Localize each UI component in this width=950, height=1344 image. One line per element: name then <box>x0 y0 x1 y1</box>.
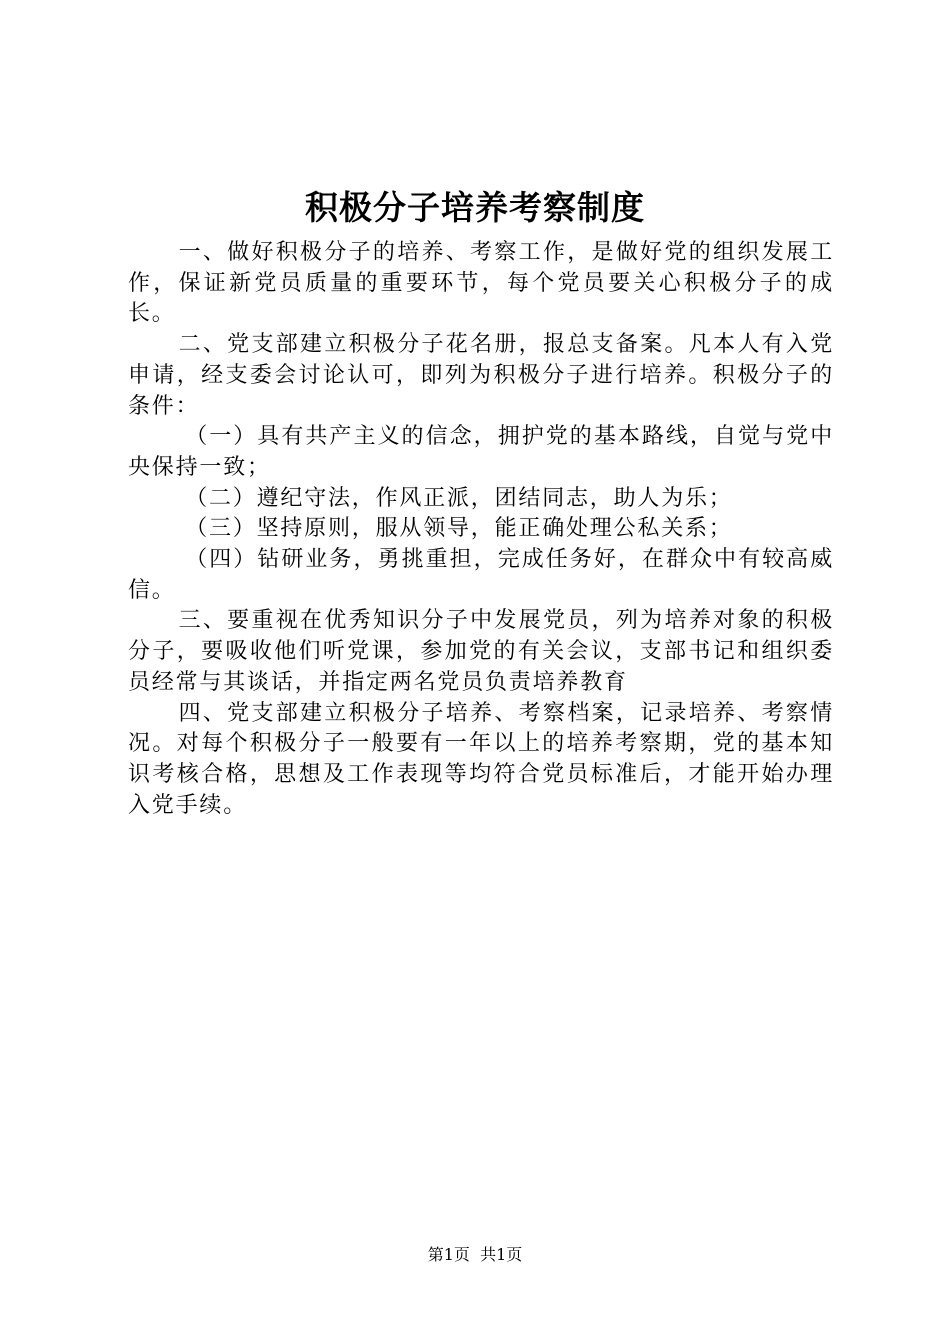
document-title: 积极分子培养考察制度 <box>305 188 645 227</box>
condition-item-2: （二）遵纪守法，作风正派，团结同志，助人为乐； <box>185 485 733 511</box>
paragraph-2: 二、党支部建立积极分子花名册，报总支备案。凡本人有入党申请，经支委会讨论认可，即列为积极分子进行培养。积极分子的条件： <box>128 332 834 419</box>
page-number-label: 第1页 共1页 <box>427 1245 523 1264</box>
paragraph-4: 四、党支部建立积极分子培养、考察档案，记录培养、考察情况。对每个积极分子一般要有一年以上的培养考察期，党的基本知识考核合格，思想及工作表现等均符合党员标准后，才能开始办理入党手续。 <box>128 700 834 818</box>
condition-item-3: （三）坚持原则，服从领导，能正确处理公私关系； <box>185 516 733 542</box>
paragraph-3: 三、要重视在优秀知识分子中发展党员，列为培养对象的积极分子，要吸收他们听党课，参加党的有关会议，支部书记和组织委员经常与其谈话，并指定两名党员负责培养教育 <box>128 608 834 695</box>
condition-item-1: （一）具有共产主义的信念，拥护党的基本路线，自觉与党中央保持一致； <box>128 424 834 480</box>
condition-item-4: （四）钻研业务，勇挑重担，完成任务好，在群众中有较高威信。 <box>128 547 834 603</box>
paragraph-1: 一、做好积极分子的培养、考察工作，是做好党的组织发展工作，保证新党员质量的重要环节，每个党员要关心积极分子的成长。 <box>128 240 834 327</box>
page-footer <box>0 1244 950 1266</box>
document-body <box>128 238 834 821</box>
